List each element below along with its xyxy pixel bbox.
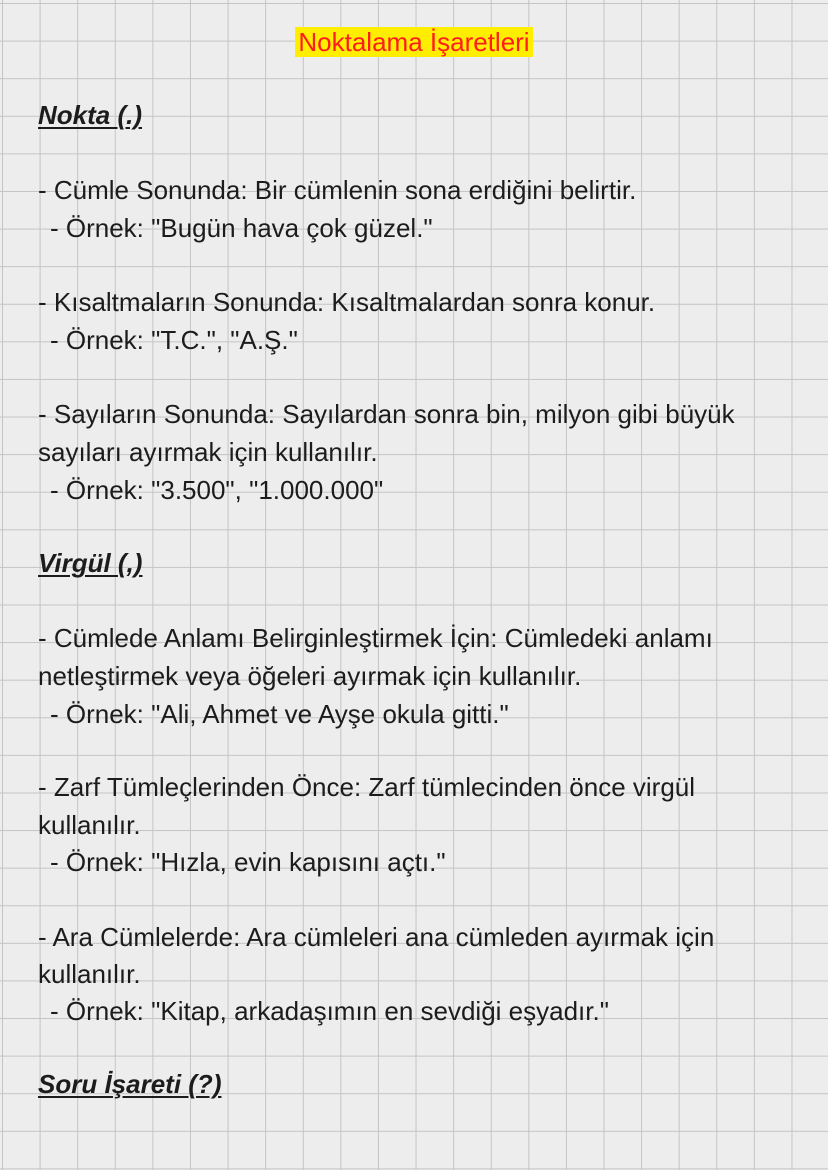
item-example: - Örnek: "T.C.", "A.Ş." [50,325,298,355]
item-example: - Örnek: "Hızla, evin kapısını açtı." [50,847,446,877]
item-text-line: - Sayıların Sonunda: Sayılardan sonra bin, milyon gibi büyük [38,399,735,429]
item-text-line: sayıları ayırmak için kullanılır. [38,437,378,467]
item-text-line: - Zarf Tümleçlerinden Önce: Zarf tümlecinden önce virgül [38,772,696,802]
page-title [0,25,828,59]
item-text-line: kullanılır. [38,959,141,989]
item-text-line: - Cümlede Anlamı Belirginleştirmek İçin: Cümledeki anlamı [38,623,713,653]
item-example: - Örnek: "3.500", "1.000.000" [50,475,384,505]
page-title-text: Noktalama İşaretleri [295,27,532,57]
item-text-line: - Ara Cümlelerde: Ara cümleleri ana cümleden ayırmak için [38,922,715,952]
item-text-line: netleştirmek veya öğeleri ayırmak için kullanılır. [38,661,582,691]
item-text-line: kullanılır. [38,810,141,840]
item-example: - Örnek: "Kitap, arkadaşımın en sevdiği eşyadır." [50,996,609,1026]
section-heading-soru-isareti: Soru İşareti (?) [38,1069,222,1099]
item-example: - Örnek: "Ali, Ahmet ve Ayşe okula gitti." [50,699,509,729]
section-heading-nokta: Nokta (.) [38,100,142,130]
item-example: - Örnek: "Bugün hava çok güzel." [50,213,433,243]
item-text-line: - Cümle Sonunda: Bir cümlenin sona erdiğini belirtir. [38,175,637,205]
item-text-line: - Kısaltmaların Sonunda: Kısaltmalardan sonra konur. [38,287,656,317]
section-heading-virgul: Virgül (,) [38,548,143,578]
